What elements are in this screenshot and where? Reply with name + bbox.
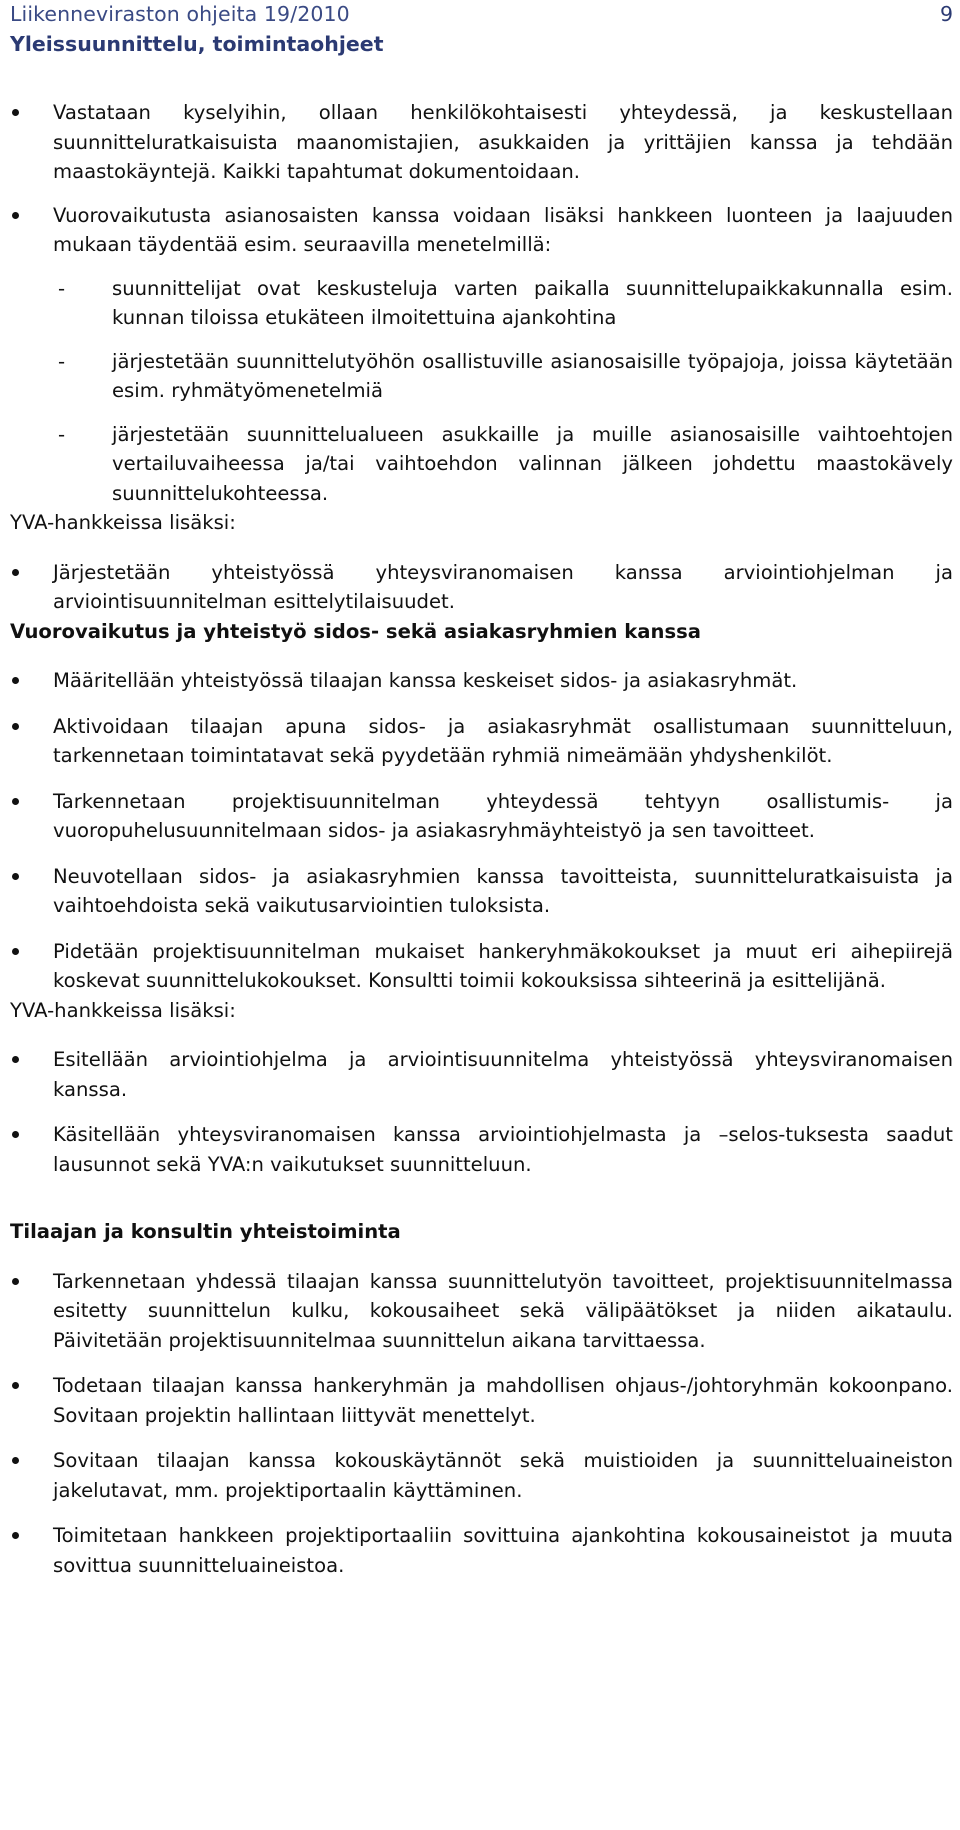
dash-list-methods (10, 274, 953, 509)
page-content (10, 98, 953, 1580)
yva-label: YVA-hankkeissa lisäksi: (10, 511, 236, 534)
bullet-list-yva (10, 558, 953, 617)
list-item: Vastataan kyselyihin, ollaan henkilökohtaisesti yhteydessä, ja keskustellaan suunnitteluratkaisuista maanomistajien, asukkaiden ja yrittäjien kanssa ja tehdään maastokäyntejä. Kaikki tapahtumat dokumentoidaan. (10, 98, 953, 187)
dash-item: - suunnittelijat ovat keskusteluja varten paikalla suunnittelupaikkakunnalla esim. kunnan tiloissa etukäteen ilmoitettuina ajankohtina (10, 274, 953, 333)
list-item: Käsitellään yhteysviranomaisen kanssa arviointiohjelmasta ja –selos-tuksesta saadut lausunnot sekä YVA:n vaikutukset suunnitteluun. (10, 1120, 953, 1179)
bullet-list-yva-stakeholders (10, 1045, 953, 1179)
list-item: Neuvotellaan sidos- ja asiakasryhmien kanssa tavoitteista, suunnitteluratkaisuista ja vaihtoehdoista sekä vaikutusarviointien tuloksista. (10, 862, 953, 921)
list-item: Järjestetään yhteistyössä yhteysviranomaisen kanssa arviointiohjelman ja arviointisuunnitelman esittelytilaisuudet. (10, 558, 953, 617)
document-page (10, 0, 953, 1580)
list-item: Määritellään yhteistyössä tilaajan kanssa keskeiset sidos- ja asiakasryhmät. (10, 666, 953, 696)
publication-title: Liikenneviraston ohjeita 19/2010 (10, 2, 350, 26)
bullet-list-client-consultant (10, 1267, 953, 1581)
page-number: 9 (939, 2, 953, 26)
yva-label: YVA-hankkeissa lisäksi: (10, 998, 236, 1022)
list-item: Todetaan tilaajan kanssa hankeryhmän ja mahdollisen ohjaus-/johtoryhmän kokoonpano. Sovitaan projektin hallintaan liittyvät menettelyt. (10, 1371, 953, 1430)
list-item: Aktivoidaan tilaajan apuna sidos- ja asiakasryhmät osallistumaan suunnitteluun, tarkennetaan toimintatavat sekä pyydetään ryhmiä nimeämään yhdyshenkilöt. (10, 712, 953, 771)
section-heading: Vuorovaikutus ja yhteistyö sidos- sekä asiakasryhmien kanssa (10, 619, 701, 643)
section-heading: Tilaajan ja konsultin yhteistoiminta (10, 1220, 401, 1243)
list-item: Vuorovaikutusta asianosaisten kanssa voidaan lisäksi hankkeen luonteen ja laajuuden mukaan täydentää esim. seuraavilla menetelmillä: (10, 201, 953, 260)
dash-item: - järjestetään suunnittelualueen asukkaille ja muille asianosaisille vaihtoehtojen vertailuvaiheessa ja/tai vaihtoehdon valinnan jälkeen johdettu maastokävely suunnittelukohteessa. (10, 420, 953, 509)
list-item: Tarkennetaan projektisuunnitelman yhteydessä tehtyyn osallistumis- ja vuoropuhelusuunnitelmaan sidos- ja asiakasryhmäyhteistyö ja sen tavoitteet. (10, 787, 953, 846)
dash-item: - järjestetään suunnittelutyöhön osallistuville asianosaisille työpajoja, joissa käytetään esim. ryhmätyömenetelmiä (10, 347, 953, 406)
list-item: Pidetään projektisuunnitelman mukaiset hankeryhmäkokoukset ja muut eri aihepiirejä koskevat suunnittelukokoukset. Konsultti toimii kokouksissa sihteerinä ja esittelijänä. (10, 937, 953, 996)
list-item: Sovitaan tilaajan kanssa kokouskäytännöt sekä muistioiden ja suunnitteluaineiston jakelutavat, mm. projektiportaalin käyttäminen. (10, 1446, 953, 1505)
list-item: Esitellään arviointiohjelma ja arviointisuunnitelma yhteistyössä yhteysviranomaisen kanssa. (10, 1045, 953, 1104)
document-subtitle: Yleissuunnittelu, toimintaohjeet (10, 32, 384, 56)
list-item: Tarkennetaan yhdessä tilaajan kanssa suunnittelutyön tavoitteet, projektisuunnitelmassa esitetty suunnittelun kulku, kokousaiheet sekä välipäätökset ja niiden aikataulu. Päivitetään projektisuunnitelmaa suunnittelun aikana tarvittaessa. (10, 1267, 953, 1356)
page-header (10, 0, 953, 70)
bullet-list-stakeholders (10, 666, 953, 996)
bullet-list-interaction (10, 98, 953, 260)
list-item: Toimitetaan hankkeen projektiportaaliin sovittuina ajankohtina kokousaineistot ja muuta sovittua suunnitteluaineistoa. (10, 1521, 953, 1580)
